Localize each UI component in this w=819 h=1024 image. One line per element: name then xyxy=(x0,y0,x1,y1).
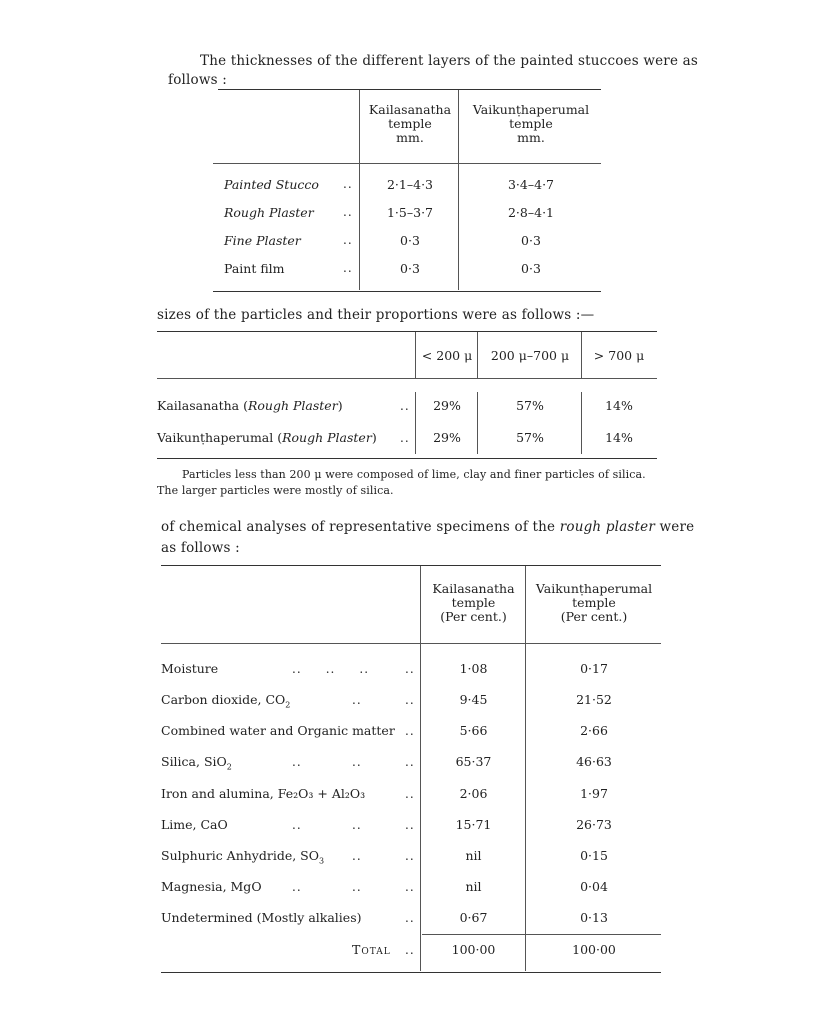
intro3-line-1: of chemical analyses of representative specimens of the rough plaster were xyxy=(161,519,695,535)
table3-total-rule xyxy=(422,934,661,935)
table2-header-small: < 200 μ xyxy=(421,348,473,363)
table3-col-divider-2 xyxy=(525,566,526,971)
table2-bottom-rule xyxy=(157,458,657,459)
table2-footnote-line-1: Particles less than 200 μ were composed of lime, clay and finer particles of silica. xyxy=(182,468,646,481)
intro-line-1: The thicknesses of the different layers of the painted stuccoes were as xyxy=(200,53,698,69)
table2-col-divider-3 xyxy=(581,332,582,378)
table1-bottom-rule xyxy=(213,291,601,292)
intro2-text: sizes of the particles and their proportions were as follows :— xyxy=(157,307,595,323)
table1-header-vaikuntha: Vaikunṭhaperumal temple mm. xyxy=(472,102,590,145)
table1-top-rule xyxy=(218,89,601,90)
table2-header-medium: 200 μ–700 μ xyxy=(490,348,570,363)
table1-header-kailasa: Kailasanatha temple mm. xyxy=(368,102,452,145)
table3-bottom-rule xyxy=(161,972,661,973)
intro3-line-2: as follows : xyxy=(161,540,240,556)
table2-header-large: > 700 μ xyxy=(593,348,645,363)
table2-header-rule xyxy=(157,378,657,379)
intro-line-2: follows : xyxy=(168,72,228,88)
table3-col-divider-1 xyxy=(420,566,421,971)
table3-header-kailasa: Kailasanatha temple (Per cent.) xyxy=(432,581,515,624)
table1-col-divider-2 xyxy=(458,90,459,290)
table3-header-rule xyxy=(161,643,661,644)
table2-footnote-line-2: The larger particles were mostly of silica. xyxy=(157,484,394,497)
table2-top-rule xyxy=(157,331,657,332)
table1-col-divider-1 xyxy=(359,90,360,290)
table2-col-divider-2 xyxy=(477,332,478,378)
table1-header-rule xyxy=(213,163,601,164)
table3-header-vaikuntha: Vaikunṭhaperumal temple (Per cent.) xyxy=(535,581,653,624)
table2-col-divider-1 xyxy=(415,332,416,378)
table3-top-rule xyxy=(161,565,661,566)
